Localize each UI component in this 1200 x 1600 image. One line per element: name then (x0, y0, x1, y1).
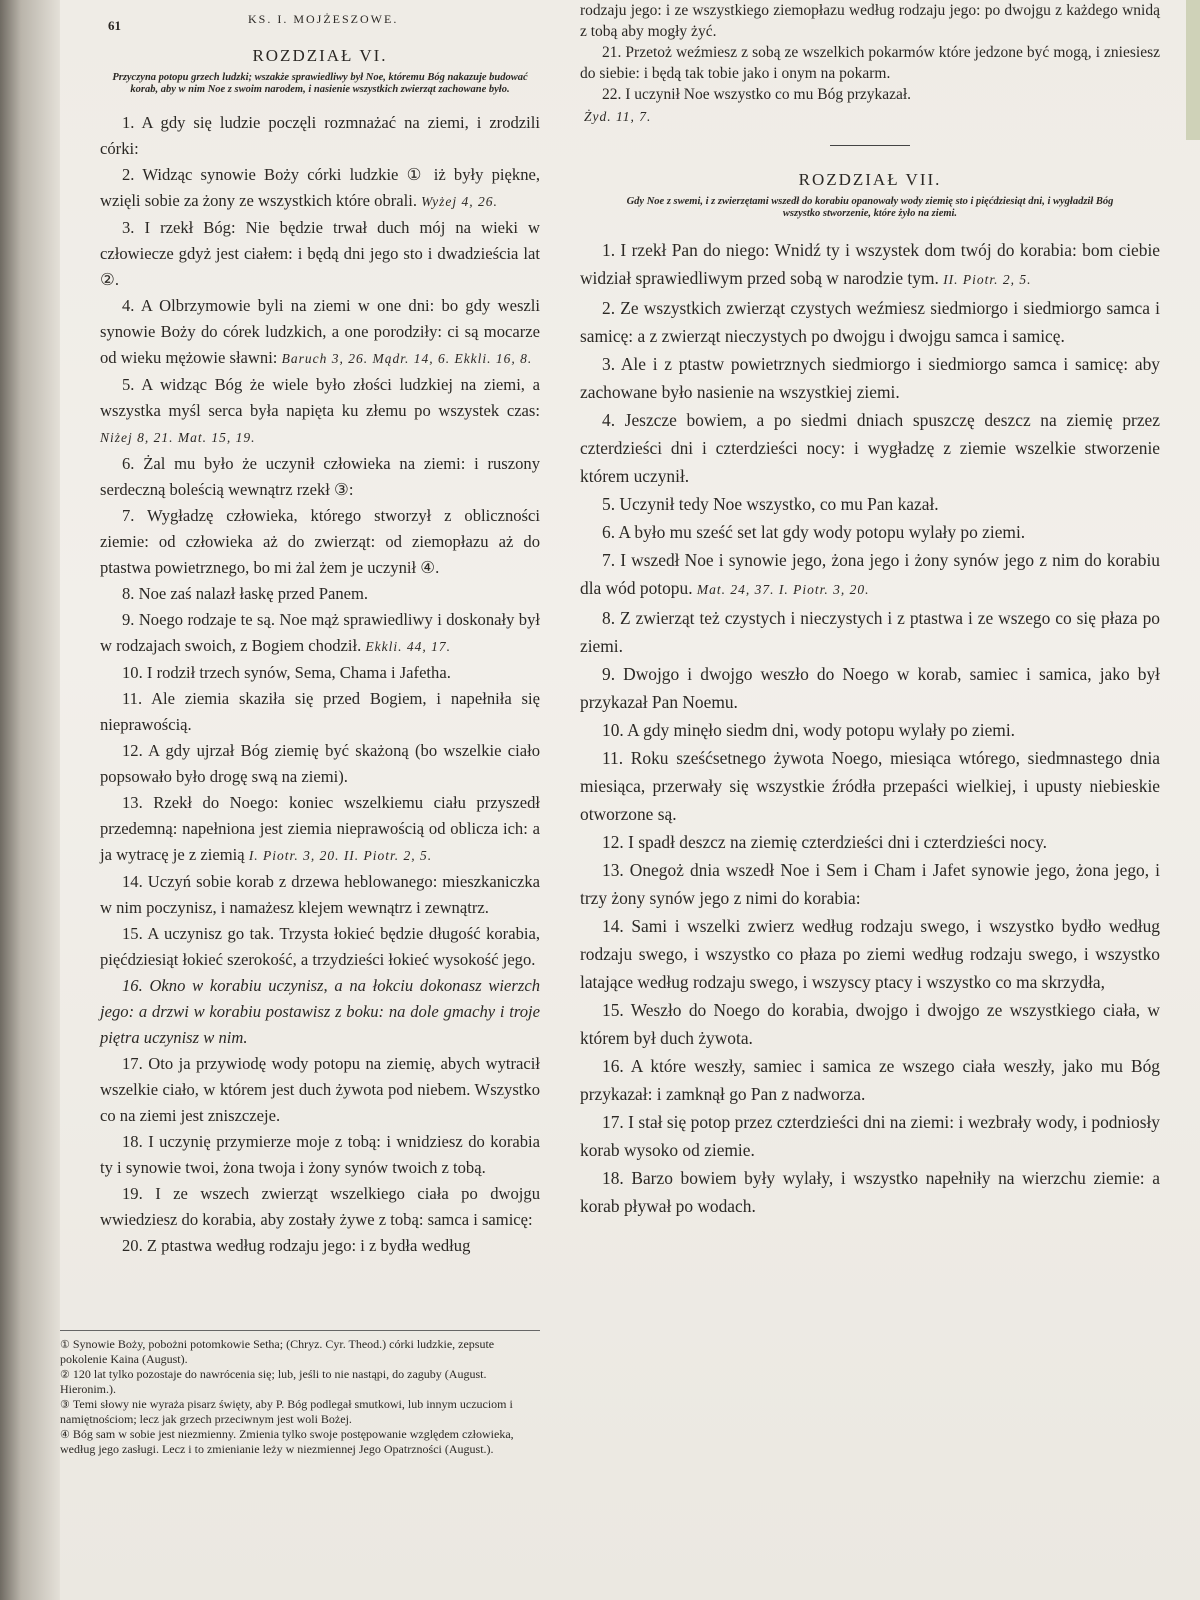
verse (100, 451, 540, 503)
verse-text: 12. A gdy ujrzał Bóg ziemię być skażoną (bo wszelkie ciało popsowało było drogę swą na ziemi). (100, 741, 540, 786)
left-column (100, 10, 540, 1259)
verse (100, 973, 540, 1051)
footnote-mark: ④ (60, 1429, 70, 1441)
verse-text: 2. Widząc synowie Boży córki ludzkie ① iż były piękne, wzięli sobie za żony ze wszystkich które obrali. (100, 165, 540, 210)
verse-text: 18. Barzo bowiem były wylały, i wszystko napełniły na wierzchu ziemie: a korab pływał po wodach. (580, 1168, 1160, 1216)
footnote-mark: ① (60, 1339, 70, 1351)
chapter-7-verses (580, 236, 1160, 1220)
verse-text: 1. A gdy się ludzie poczęli rozmnażać na ziemi, i zrodzili córki: (100, 113, 540, 158)
verse-text: 14. Sami i wszelki zwierz według rodzaju swego, i wszystko bydło według rodzaju swego, i wszystko co płaza po ziemi według rodzaju swego, i wszystko latające według rodzaju swego, i wszyscy ptacy i wszystko co ma skrzydła, (580, 916, 1160, 992)
verse (100, 738, 540, 790)
footnote-text: Synowie Boży, pobożni potomkowie Setha; (Chryz. Cyr. Theod.) córki ludzkie, zepsute pokolenie Kaina (August). (60, 1337, 495, 1366)
cross-reference: II. Piotr. 2, 5. (943, 272, 1032, 287)
chapter-6-continuation (580, 0, 1160, 105)
footnotes (60, 1330, 540, 1457)
verse-text: 4. Jeszcze bowiem, a po siedmi dniach spuszczę deszcz na ziemię przez czterdzieści dni i czterdzieści nocy: i wygładzę z ziemie wszelkie stworzenie którem uczynił. (580, 410, 1160, 486)
verse (580, 546, 1160, 604)
verse-text: 7. Wygładzę człowieka, którego stworzył z obliczności ziemie: od człowieka aż do zwierząt: od ziemopłazu aż do ptastwa powietrznego, bo mi żal żem je uczynił ④. (100, 506, 540, 577)
verse (580, 236, 1160, 294)
verse-text: 10. A gdy minęło siedm dni, wody potopu wylały po ziemi. (602, 720, 1016, 740)
verse-text: 2. Ze wszystkich zwierząt czystych weźmiesz siedmiorgo i siedmiorgo samca i samicę: a z zwierząt nieczystych po dwojgu i dwojgu samca i samicę. (580, 298, 1160, 346)
verse-text: 4. A Olbrzymowie byli na ziemi w one dni: bo gdy weszli synowie Boży do córek ludzkich, a one porodziły: ci są mocarze od wieku mężowie sławni: (100, 296, 540, 367)
verse-text: 6. A było mu sześć set lat gdy wody potopu wylały po ziemi. (602, 522, 1026, 542)
verse-text: 3. I rzekł Bóg: Nie będzie trwał duch mój na wieki w człowiecze gdyż jest ciałem: i będą dni jego sto i dwadzieścia lat ②. (100, 218, 540, 289)
verse (580, 828, 1160, 856)
right-column (580, 0, 1160, 1220)
verse (580, 744, 1160, 828)
footnote (60, 1337, 540, 1366)
verse-text: 9. Dwojgo i dwojgo weszło do Noego w korab, samiec i samica, jako był przykazał Pan Noemu. (580, 664, 1160, 712)
book-gutter (0, 0, 60, 1600)
verse (100, 1233, 540, 1259)
chapter-6-summary: Przyczyna potopu grzech ludzki; wszakże sprawiedliwy był Noe, któremu Bóg nakazuje budować korab, aby w nim Noe z swoim narodem, i nasienie wszystkich zwierząt zachowane było. (112, 72, 528, 95)
chapter-separator (830, 145, 910, 146)
verse (580, 1108, 1160, 1164)
verse-text: 19. I ze wszech zwierząt wszelkiego ciała po dwojgu wwiedziesz do korabia, aby zostały żywe z tobą: samca i samicę: (100, 1184, 540, 1229)
chapter-6-title: ROZDZIAŁ VI. (252, 46, 388, 65)
verse-text: 22. I uczynił Noe wszystko co mu Bóg przykazał. (602, 86, 912, 103)
cross-reference: Wyżej 4, 26. (421, 194, 498, 209)
verse (580, 42, 1160, 84)
verse (100, 372, 540, 451)
verse (100, 110, 540, 162)
verse-text: 17. I stał się potop przez czterdzieści dni na ziemi: i wezbrały wody, i podniosły korab wysoko od ziemie. (580, 1112, 1160, 1160)
footnote-mark: ② (60, 1369, 70, 1381)
verse (100, 1051, 540, 1129)
verse (580, 996, 1160, 1052)
verse-text: 21. Przetoż weźmiesz z sobą ze wszelkich pokarmów które jedzone być mogą, i zniesiesz do siebie: i będą tak tobie jako i onym na pokarm. (580, 44, 1160, 82)
verse (100, 293, 540, 372)
footnote (60, 1427, 540, 1456)
verse-text: 15. A uczynisz go tak. Trzysta łokieć będzie długość korabia, pięćdziesiąt łokieć szerokość, a trzydzieści łokieć wysokość jego. (100, 924, 540, 969)
verse (580, 490, 1160, 518)
verse (100, 162, 540, 215)
verse-text: 1. I rzekł Pan do niego: Wnidź ty i wszystek dom twój do korabia: bom ciebie widział sprawiedliwym przed sobą w narodzie tym. (580, 240, 1160, 288)
chapter-6-end-ref: Żyd. 11, 7. (584, 109, 652, 124)
verse-text: 13. Rzekł do Noego: koniec wszelkiemu ciału przyszedł przedemną: napełniona jest ziemia nieprawością od oblicza ich: a ja wytracę je z ziemią (100, 793, 540, 864)
footnote (60, 1367, 540, 1396)
verse (100, 215, 540, 293)
cross-reference: Mat. 24, 37. I. Piotr. 3, 20. (696, 582, 870, 597)
verse (580, 350, 1160, 406)
footnote-text: Temi słowy nie wyraża pisarz święty, aby P. Bóg podlegał smutkowi, lub innym uczuciom i namiętnościom; lecz jak grzech przeciwnym jest woli Bożej. (60, 1397, 513, 1426)
chapter-7-summary: Gdy Noe z swemi, i z zwierzętami wszedł do korabiu opanowały wody ziemię sto i pięćdziesiąt dni, i wygładził Bóg wszystko stworzenie, które żyło na ziemi. (626, 196, 1114, 219)
verse-text: 8. Noe zaś nalazł łaskę przed Panem. (122, 584, 369, 603)
chapter-6-verses (100, 110, 540, 1259)
verse-text: 12. I spadł deszcz na ziemię czterdzieści dni i czterdzieści nocy. (602, 832, 1048, 852)
verse (100, 686, 540, 738)
verse-text: 5. A widząc Bóg że wiele było złości ludzkiej na ziemi, a wszystka myśl serca była napięta ku złemu po wszystek czas: (100, 375, 540, 420)
footnote-mark: ③ (60, 1399, 70, 1411)
footnote-text: Bóg sam w sobie jest niezmienny. Zmienia tylko swoje postępowanie względem człowieka, według jego zasługi. Lecz i to zmienianie leży w niezmiennej Jego Opatrzności (August.). (60, 1427, 514, 1456)
verse-text: 6. Żal mu było że uczynił człowieka na ziemi: i ruszony serdeczną boleścią wewnątrz rzekł ③: (100, 454, 540, 499)
verse (100, 581, 540, 607)
running-title: KS. I. MOJŻESZOWE. (248, 12, 399, 26)
verse (100, 790, 540, 869)
verse (580, 716, 1160, 744)
verse (580, 856, 1160, 912)
cross-reference: Ekkli. 44, 17. (365, 639, 452, 654)
verse-text: 7. I wszedł Noe i synowie jego, żona jego i żony synów jego z nim do korabiu dla wód potopu. (580, 550, 1160, 598)
verse (100, 921, 540, 973)
verse-text: 3. Ale i z ptastw powietrznych siedmiorgo i siedmiorgo samca i samicę: aby zachowane było nasienie na wszystkiej ziemi. (580, 354, 1160, 402)
verse-text: 20. Z ptastwa według rodzaju jego: i z bydła według (122, 1236, 471, 1255)
verse (100, 1181, 540, 1233)
verse-text: rodzaju jego: i ze wszystkiego ziemopłazu według rodzaju jego: po dwojgu z każdego wnidą z tobą aby mogły żyć. (580, 2, 1160, 40)
verse-text: 14. Uczyń sobie korab z drzewa heblowanego: mieszkaniczka w nim poczynisz, i namażesz klejem wewnątrz i zewnątrz. (100, 872, 540, 917)
page-number: 61 (108, 18, 121, 33)
verse (100, 660, 540, 686)
verse (100, 503, 540, 581)
verse (580, 518, 1160, 546)
verse-text: 13. Onegoż dnia wszedł Noe i Sem i Cham i Jafet synowie jego, żona jego, i trzy żony synów jego z nimi do korabia: (580, 860, 1160, 908)
verse (580, 604, 1160, 660)
verse-text: 15. Weszło do Noego do korabia, dwojgo i dwojgo ze wszystkiego ciała, w którem był duch żywota. (580, 1000, 1160, 1048)
verse (580, 912, 1160, 996)
verse-text: 5. Uczynił tedy Noe wszystko, co mu Pan kazał. (602, 494, 939, 514)
chapter-7-title: ROZDZIAŁ VII. (798, 170, 942, 189)
verse (580, 660, 1160, 716)
verse (100, 1129, 540, 1181)
verse (580, 84, 1160, 105)
verse-text: 11. Ale ziemia skaziła się przed Bogiem, i napełniła się nieprawością. (100, 689, 540, 734)
verse-text: 11. Roku sześćsetnego żywota Noego, miesiąca wtórego, siedmnastego dnia miesiąca, przerwały się wszystkie źródła przepaści wielkiej, i upusty niebieskie otworzone są. (580, 748, 1160, 824)
verse-text: 17. Oto ja przywiodę wody potopu na ziemię, abych wytracił wszelkie ciało, w którem jest duch żywota pod niebem. Wszystko co na ziemi jest zniszczeje. (100, 1054, 540, 1125)
verse (100, 607, 540, 660)
verse-text: 16. A które weszły, samiec i samica ze wszego ciała weszły, jako mu Bóg przykazał: i zamknął go Pan z nadworza. (580, 1056, 1160, 1104)
cross-reference: Baruch 3, 26. Mądr. 14, 6. Ekkli. 16, 8. (281, 351, 533, 366)
footnote-text: 120 lat tylko pozostaje do nawrócenia się; lub, jeśli to nie nastąpi, do zaguby (August. Hieronim.). (60, 1367, 487, 1396)
cross-reference: I. Piotr. 3, 20. II. Piotr. 2, 5. (248, 848, 433, 863)
verse-text: 16. Okno w korabiu uczynisz, a na łokciu dokonasz wierzch jego: a drzwi w korabiu postawisz z boku: na dole gmachy i troje piętra uczynisz w nim. (100, 976, 540, 1047)
verse-text: 9. Noego rodzaje te są. Noe mąż sprawiedliwy i doskonały był w rodzajach swoich, z Bogiem chodził. (100, 610, 540, 655)
running-head (100, 10, 540, 36)
verse-text: 8. Z zwierząt też czystych i nieczystych i z ptastwa i ze wszego co się płaza po ziemi. (580, 608, 1160, 656)
cross-reference: Niżej 8, 21. Mat. 15, 19. (100, 430, 256, 445)
verse (100, 869, 540, 921)
verse (580, 1052, 1160, 1108)
page-edge (1186, 0, 1200, 140)
footnote (60, 1397, 540, 1426)
verse-text: 18. I uczynię przymierze moje z tobą: i wnidziesz do korabia ty i synowie twoi, żona twoja i żony synów twoich z tobą. (100, 1132, 540, 1177)
verse (580, 294, 1160, 350)
verse (580, 1164, 1160, 1220)
verse (580, 0, 1160, 42)
verse (580, 406, 1160, 490)
verse-text: 10. I rodził trzech synów, Sema, Chama i Jafetha. (122, 663, 451, 682)
